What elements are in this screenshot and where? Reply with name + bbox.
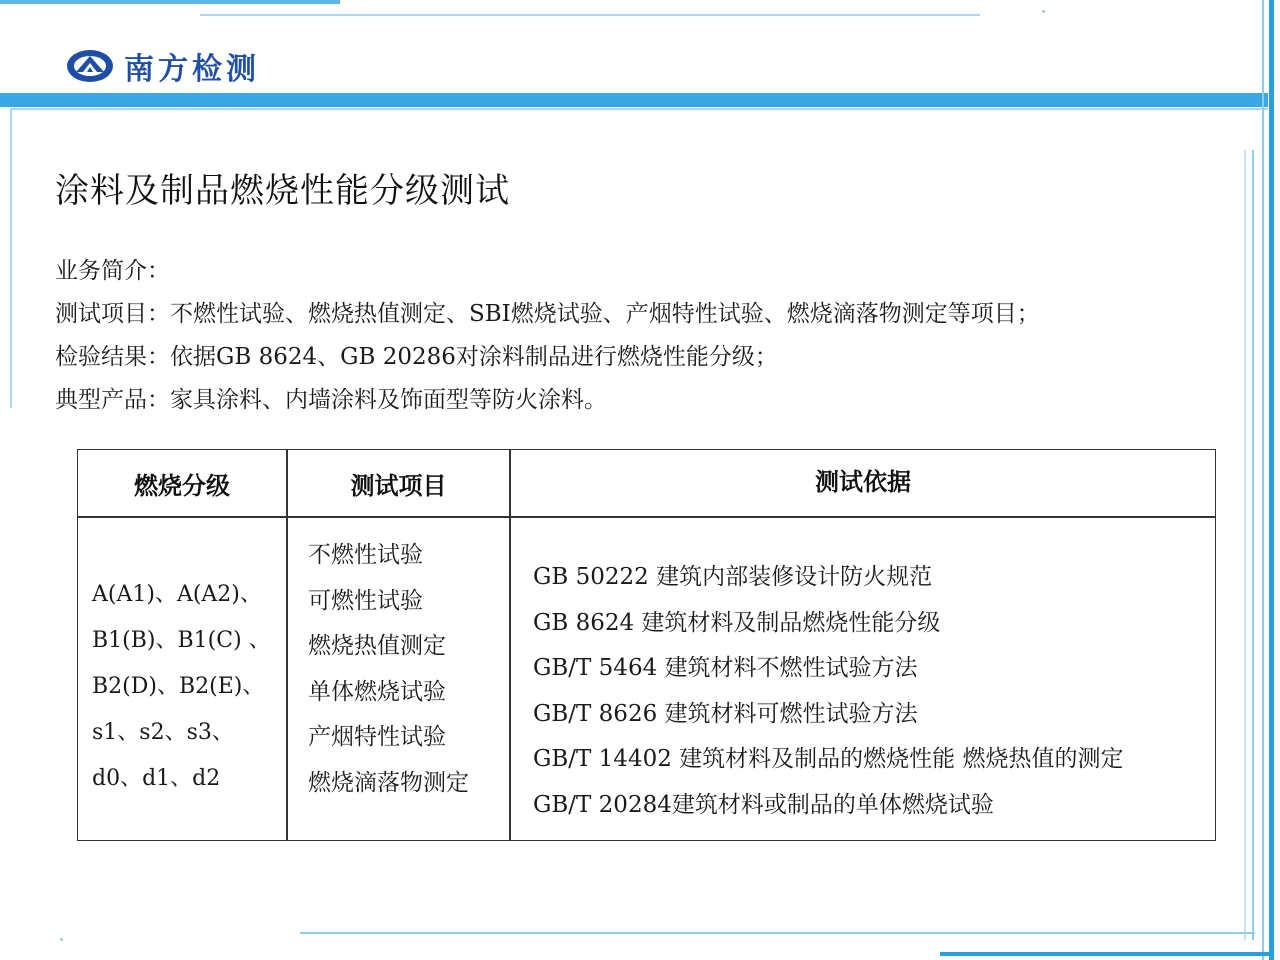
standard-item: GB 8624 建筑材料及制品燃烧性能分级 (533, 609, 941, 636)
grades-cell (92, 572, 271, 802)
intro-results: 检验结果：依据GB 8624、GB 20286对涂料制品进行燃烧性能分级； (55, 344, 778, 370)
header-accent-bar (0, 93, 1268, 107)
standard-item: GB/T 8626 建筑材料可燃性试验方法 (533, 700, 918, 727)
inner-right-accent-line-2 (1244, 150, 1246, 940)
classification-table (77, 449, 1216, 841)
test-item: 产烟特性试验 (308, 724, 446, 751)
intro-test-items: 测试项目：不燃性试验、燃烧热值测定、SBI燃烧试验、产烟特性试验、燃烧滴落物测定等项目； (55, 301, 1040, 327)
grade-line: s1、s2、s3、 (92, 720, 234, 745)
decorative-dot (1042, 10, 1045, 13)
logo-text: 南方检测 (124, 52, 260, 87)
standards-cell (533, 555, 1123, 829)
intro-typical-products: 典型产品：家具涂料、内墙涂料及饰面型等防火涂料。 (55, 387, 607, 413)
test-item: 燃烧热值测定 (308, 633, 446, 660)
left-accent-line (10, 108, 12, 408)
top-thin-accent-line (200, 14, 980, 16)
header-test-basis: 测试依据 (815, 467, 911, 496)
standard-item: GB/T 5464 建筑材料不燃性试验方法 (533, 655, 918, 682)
test-item: 可燃性试验 (308, 587, 423, 614)
right-edge-accent-line (1262, 0, 1264, 960)
grade-line: d0、d1、d2 (92, 766, 221, 791)
test-items-cell (308, 533, 469, 807)
grade-line: B1(B)、B1(C) 、 (92, 628, 271, 653)
header-grade: 燃烧分级 (134, 471, 230, 500)
table-header-divider (78, 516, 1215, 518)
test-item: 不燃性试验 (308, 542, 423, 568)
standard-item: GB/T 14402 建筑材料及制品的燃烧性能 燃烧热值的测定 (533, 746, 1124, 773)
header-accent-underline (10, 108, 1268, 110)
top-left-accent-line (0, 0, 340, 4)
standard-item: GB/T 20284建筑材料或制品的单体燃烧试验 (533, 791, 994, 818)
page-title: 涂料及制品燃烧性能分级测试 (55, 171, 510, 211)
logo-mark-icon (66, 48, 114, 84)
bottom-right-accent-bar (940, 952, 1270, 956)
business-intro (55, 250, 1040, 422)
header-test-item: 测试项目 (350, 471, 447, 500)
grade-line: B2(D)、B2(E)、 (92, 674, 265, 699)
grade-line: A(A1)、A(A2)、 (92, 582, 262, 607)
right-edge-accent-bar (1269, 0, 1274, 960)
intro-heading: 业务简介： (55, 258, 170, 284)
bottom-accent-line (300, 932, 1255, 934)
test-item: 单体燃烧试验 (308, 678, 446, 705)
company-logo (66, 44, 260, 88)
test-item: 燃烧滴落物测定 (308, 769, 469, 796)
standard-item: GB 50222 建筑内部装修设计防火规范 (533, 564, 933, 590)
inner-right-accent-line (1252, 150, 1254, 940)
decorative-dot (60, 938, 63, 941)
